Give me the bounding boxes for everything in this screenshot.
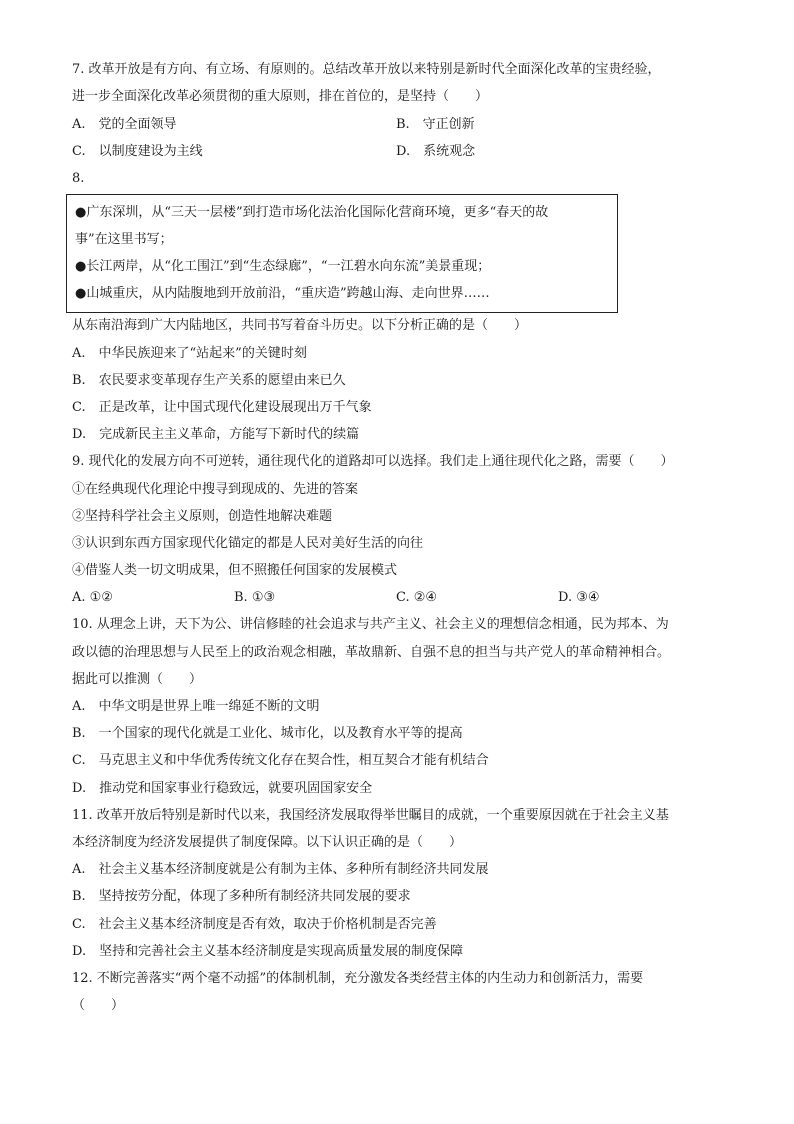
q8-box-line2: 事”在这里书写； (75, 232, 173, 247)
q9-item-1: ①在经典现代化理论中搜寻到现成的、先进的答案 (72, 482, 359, 497)
q7-option-b[interactable]: B. 守正创新 (396, 117, 475, 132)
q11-option-a[interactable]: A. 社会主义基本经济制度就是公有制为主体、多种所有制经济共同发展 (72, 862, 489, 877)
q11-option-c[interactable]: C. 社会主义基本经济制度是否有效，取决于价格机制是否完善 (72, 917, 437, 932)
q8-stem: 从东南沿海到广大内陆地区，共同书写着奋斗历史。以下分析正确的是（ ） (72, 318, 528, 333)
q12-stem-line2: （ ） (72, 998, 125, 1013)
q9-option-c[interactable]: C. ②④ (396, 590, 438, 605)
q11-stem-line2: 本经济制度为经济发展提供了制度保障。以下认识正确的是（ ） (72, 835, 463, 850)
q8-option-b[interactable]: B. 农民要求变革现存生产关系的愿望由来已久 (72, 373, 346, 388)
q10-stem-line1: 10. 从理念上讲，天下为公、讲信修睦的社会追求与共产主义、社会主义的理想信念相通，民为邦本、为 (72, 617, 669, 632)
q8-box-line3: ●长江两岸，从“化工围江”到“生态绿廊”，“一江碧水向东流”美景重现； (75, 259, 491, 274)
q7-stem-line2: 进一步全面深化改革必须贯彻的重大原则，排在首位的，是坚持（ ） (72, 89, 489, 104)
q8-option-c[interactable]: C. 正是改革，让中国式现代化建设展现出万千气象 (72, 400, 372, 415)
q8-option-d[interactable]: D. 完成新民主主义革命，方能写下新时代的续篇 (72, 427, 360, 442)
q11-option-d[interactable]: D. 坚持和完善社会主义基本经济制度是实现高质量发展的制度保障 (72, 944, 464, 959)
q7-option-c[interactable]: C. 以制度建设为主线 (72, 144, 203, 159)
q8-number: 8. (72, 171, 85, 186)
q7-option-d[interactable]: D. 系统观念 (396, 144, 476, 159)
q7-option-a[interactable]: A. 党的全面领导 (72, 117, 177, 132)
q9-item-3: ③认识到东西方国家现代化锚定的都是人民对美好生活的向往 (72, 536, 424, 551)
q11-option-b[interactable]: B. 坚持按劳分配，体现了多种所有制经济共同发展的要求 (72, 889, 411, 904)
q10-stem-line2: 政以德的治理思想与人民至上的政治观念相融，革故鼎新、自强不息的担当与共产党人的革命精神相合。 (72, 645, 671, 660)
q10-option-d[interactable]: D. 推动党和国家事业行稳致远，就要巩固国家安全 (72, 781, 373, 796)
q8-box-line1: ●广东深圳，从“三天一层楼”到打造市场化法治化国际化营商环境，更多“春天的故 (75, 205, 549, 220)
q10-option-b[interactable]: B. 一个国家的现代化就是工业化、城市化，以及教育水平等的提高 (72, 726, 463, 741)
q9-item-4: ④借鉴人类一切文明成果，但不照搬任何国家的发展模式 (72, 563, 398, 578)
q9-item-2: ②坚持科学社会主义原则，创造性地解决难题 (72, 509, 333, 524)
q7-stem-line1: 7. 改革开放是有方向、有立场、有原则的。总结改革开放以来特别是新时代全面深化改革的宝贵经验， (72, 62, 661, 77)
q9-option-a[interactable]: A. ①② (72, 590, 113, 605)
q12-stem-line1: 12. 不断完善落实“两个毫不动摇”的体制机制，充分激发各类经营主体的内生动力和创新活力，需要 (72, 971, 644, 986)
q11-stem-line1: 11. 改革开放后特别是新时代以来，我国经济发展取得举世瞩目的成就，一个重要原因就在于社会主义基 (72, 808, 669, 823)
q8-material-box (66, 194, 618, 313)
q10-option-c[interactable]: C. 马克思主义和中华优秀传统文化存在契合性，相互契合才能有机结合 (72, 753, 489, 768)
q9-option-b[interactable]: B. ①③ (234, 590, 276, 605)
q8-option-a[interactable]: A. 中华民族迎来了“站起来”的关键时刻 (72, 346, 307, 361)
q9-stem: 9. 现代化的发展方向不可逆转，通往现代化的道路却可以选择。我们走上通往现代化之路，需要（ ） (72, 454, 674, 469)
q10-option-a[interactable]: A. 中华文明是世界上唯一绵延不断的文明 (72, 699, 320, 714)
q8-box-line4: ●山城重庆，从内陆腹地到开放前沿，“重庆造”跨越山海、走向世界…… (75, 286, 490, 301)
q9-option-d[interactable]: D. ③④ (558, 590, 600, 605)
q10-stem-line3: 据此可以推测（ ） (72, 672, 203, 687)
